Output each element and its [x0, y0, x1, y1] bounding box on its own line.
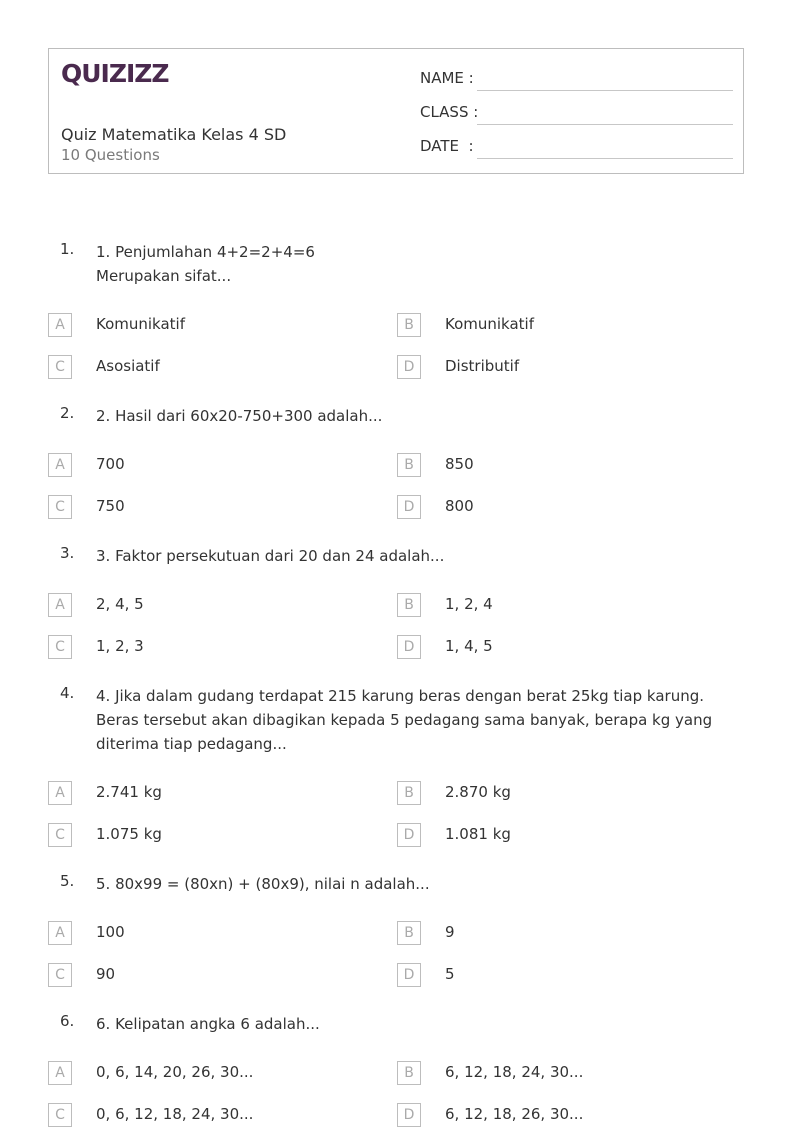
question-text: 6. Kelipatan angka 6 adalah...: [96, 1015, 320, 1033]
answer-letter-box[interactable]: A: [48, 313, 72, 337]
answer-letter-box[interactable]: A: [48, 1061, 72, 1085]
answer-letter-box[interactable]: A: [48, 921, 72, 945]
answer-text: 800: [445, 497, 474, 515]
name-line[interactable]: [477, 90, 733, 91]
answer-letter-box[interactable]: B: [397, 313, 421, 337]
answer-letter-box[interactable]: D: [397, 635, 421, 659]
question-number: 1.: [60, 240, 75, 258]
answer-text: Asosiatif: [96, 357, 160, 375]
answer-letter-box[interactable]: C: [48, 963, 72, 987]
answer-letter-box[interactable]: D: [397, 495, 421, 519]
answer-text: 1, 4, 5: [445, 637, 493, 655]
answer-text: 90: [96, 965, 116, 983]
question-number: 2.: [60, 404, 75, 422]
name-label: NAME :: [420, 69, 474, 87]
question-number: 4.: [60, 684, 75, 702]
question-count: 10 Questions: [61, 146, 160, 164]
question-text: 1. Penjumlahan 4+2=2+4=6 Merupakan sifat...: [96, 243, 315, 285]
answer-text: 0, 6, 14, 20, 26, 30...: [96, 1063, 254, 1081]
answer-text: Komunikatif: [445, 315, 535, 333]
answer-text: 1, 2, 4: [445, 595, 493, 613]
answer-text: 1, 2, 3: [96, 637, 144, 655]
class-line[interactable]: [477, 124, 733, 125]
answer-letter-box[interactable]: A: [48, 593, 72, 617]
class-label: CLASS :: [420, 103, 479, 121]
answer-text: 1.081 kg: [445, 825, 511, 843]
answer-letter-box[interactable]: C: [48, 1103, 72, 1127]
answer-text: 100: [96, 923, 125, 941]
answer-text: 2.870 kg: [445, 783, 511, 801]
question-text: 3. Faktor persekutuan dari 20 dan 24 adalah...: [96, 547, 445, 565]
quizizz-logo: QUIZIZZ: [61, 59, 169, 88]
date-field[interactable]: [420, 135, 733, 159]
answer-text: 6, 12, 18, 26, 30...: [445, 1105, 584, 1123]
class-field[interactable]: [420, 101, 733, 125]
answer-letter-box[interactable]: B: [397, 781, 421, 805]
date-line[interactable]: [477, 158, 733, 159]
answer-letter-box[interactable]: A: [48, 453, 72, 477]
answer-letter-box[interactable]: D: [397, 963, 421, 987]
question-number: 5.: [60, 872, 75, 890]
answer-text: Komunikatif: [96, 315, 186, 333]
answer-letter-box[interactable]: C: [48, 823, 72, 847]
answer-text: 850: [445, 455, 474, 473]
question-text: 4. Jika dalam gudang terdapat 215 karung beras dengan berat 25kg tiap karung. Beras tersebut akan dibagikan kepada 5 pedagang sama banyak, berapa kg yang diterima tiap pedagang...: [96, 687, 713, 753]
answer-text: 6, 12, 18, 24, 30...: [445, 1063, 584, 1081]
question-number: 6.: [60, 1012, 75, 1030]
date-label: DATE :: [420, 137, 474, 155]
question-text: 5. 80x99 = (80xn) + (80x9), nilai n adalah...: [96, 875, 430, 893]
answer-text: 0, 6, 12, 18, 24, 30...: [96, 1105, 254, 1123]
answer-text: 750: [96, 497, 125, 515]
answer-text: 9: [445, 923, 455, 941]
answer-letter-box[interactable]: D: [397, 823, 421, 847]
answer-letter-box[interactable]: D: [397, 355, 421, 379]
answer-letter-box[interactable]: B: [397, 1061, 421, 1085]
answer-letter-box[interactable]: B: [397, 453, 421, 477]
answer-letter-box[interactable]: C: [48, 355, 72, 379]
quiz-title: Quiz Matematika Kelas 4 SD: [61, 125, 287, 144]
answer-text: 1.075 kg: [96, 825, 162, 843]
answer-text: 2, 4, 5: [96, 595, 144, 613]
answer-text: 2.741 kg: [96, 783, 162, 801]
question-number: 3.: [60, 544, 75, 562]
answer-letter-box[interactable]: D: [397, 1103, 421, 1127]
worksheet-header: [48, 48, 744, 174]
answer-letter-box[interactable]: C: [48, 635, 72, 659]
answer-letter-box[interactable]: B: [397, 593, 421, 617]
answer-text: 5: [445, 965, 455, 983]
answer-letter-box[interactable]: B: [397, 921, 421, 945]
question-text: 2. Hasil dari 60x20-750+300 adalah...: [96, 407, 383, 425]
answer-letter-box[interactable]: C: [48, 495, 72, 519]
answer-letter-box[interactable]: A: [48, 781, 72, 805]
answer-text: 700: [96, 455, 125, 473]
answer-text: Distributif: [445, 357, 520, 375]
name-field[interactable]: [420, 67, 733, 91]
